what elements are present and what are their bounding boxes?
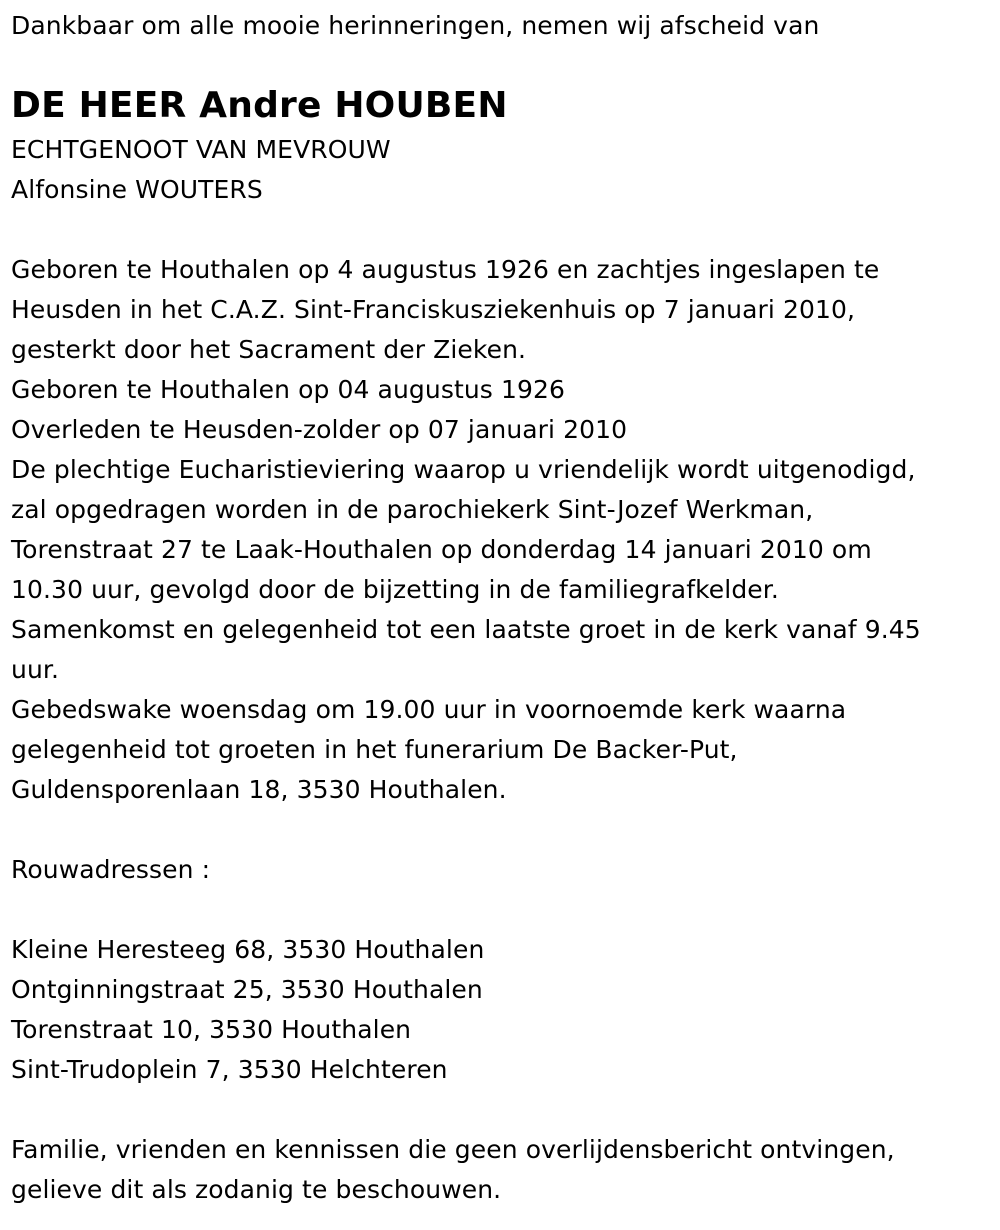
body-line: Geboren te Houthalen op 04 augustus 1926 bbox=[11, 375, 565, 404]
body-line: Heusden in het C.A.Z. Sint-Franciskusziekenhuis op 7 januari 2010, bbox=[11, 295, 856, 324]
closing-note bbox=[11, 1130, 1000, 1210]
body-line: Gebedswake woensdag om 19.00 uur in voornoemde kerk waarna bbox=[11, 695, 847, 724]
notice-body bbox=[11, 250, 1000, 810]
spacer bbox=[11, 1090, 1000, 1130]
spouse-name: Alfonsine WOUTERS bbox=[11, 175, 263, 204]
address-item: Kleine Heresteeg 68, 3530 Houthalen bbox=[11, 935, 485, 964]
spacer bbox=[11, 890, 1000, 930]
body-line: Torenstraat 27 te Laak-Houthalen op donderdag 14 januari 2010 om bbox=[11, 535, 872, 564]
intro-text: Dankbaar om alle mooie herinneringen, nemen wij afscheid van bbox=[11, 11, 820, 40]
closing-line: gelieve dit als zodanig te beschouwen. bbox=[11, 1175, 502, 1204]
body-line: gesterkt door het Sacrament der Zieken. bbox=[11, 335, 527, 364]
body-line: Guldensporenlaan 18, 3530 Houthalen. bbox=[11, 775, 507, 804]
rouwadressen-label: Rouwadressen : bbox=[11, 855, 211, 884]
body-line: Geboren te Houthalen op 4 augustus 1926 en zachtjes ingeslapen te bbox=[11, 255, 880, 284]
address-list bbox=[11, 930, 1000, 1090]
spacer bbox=[11, 810, 1000, 850]
address-item: Torenstraat 10, 3530 Houthalen bbox=[11, 1015, 412, 1044]
spouse-title: ECHTGENOOT VAN MEVROUW bbox=[11, 135, 391, 164]
body-line: De plechtige Eucharistieviering waarop u vriendelijk wordt uitgenodigd, bbox=[11, 455, 916, 484]
body-line: gelegenheid tot groeten in het funerarium De Backer-Put, bbox=[11, 735, 738, 764]
body-line: Overleden te Heusden-zolder op 07 januari 2010 bbox=[11, 415, 628, 444]
body-line: zal opgedragen worden in de parochiekerk Sint-Jozef Werkman, bbox=[11, 495, 814, 524]
closing-line: Familie, vrienden en kennissen die geen overlijdensbericht ontvingen, bbox=[11, 1135, 895, 1164]
address-item: Sint-Trudoplein 7, 3530 Helchteren bbox=[11, 1055, 448, 1084]
spacer bbox=[11, 210, 1000, 250]
body-line: uur. bbox=[11, 655, 60, 684]
body-line: 10.30 uur, gevolgd door de bijzetting in de familiegrafkelder. bbox=[11, 575, 779, 604]
body-line: Samenkomst en gelegenheid tot een laatste groet in de kerk vanaf 9.45 bbox=[11, 615, 921, 644]
address-item: Ontginningstraat 25, 3530 Houthalen bbox=[11, 975, 483, 1004]
deceased-name: DE HEER Andre HOUBEN bbox=[11, 85, 508, 126]
